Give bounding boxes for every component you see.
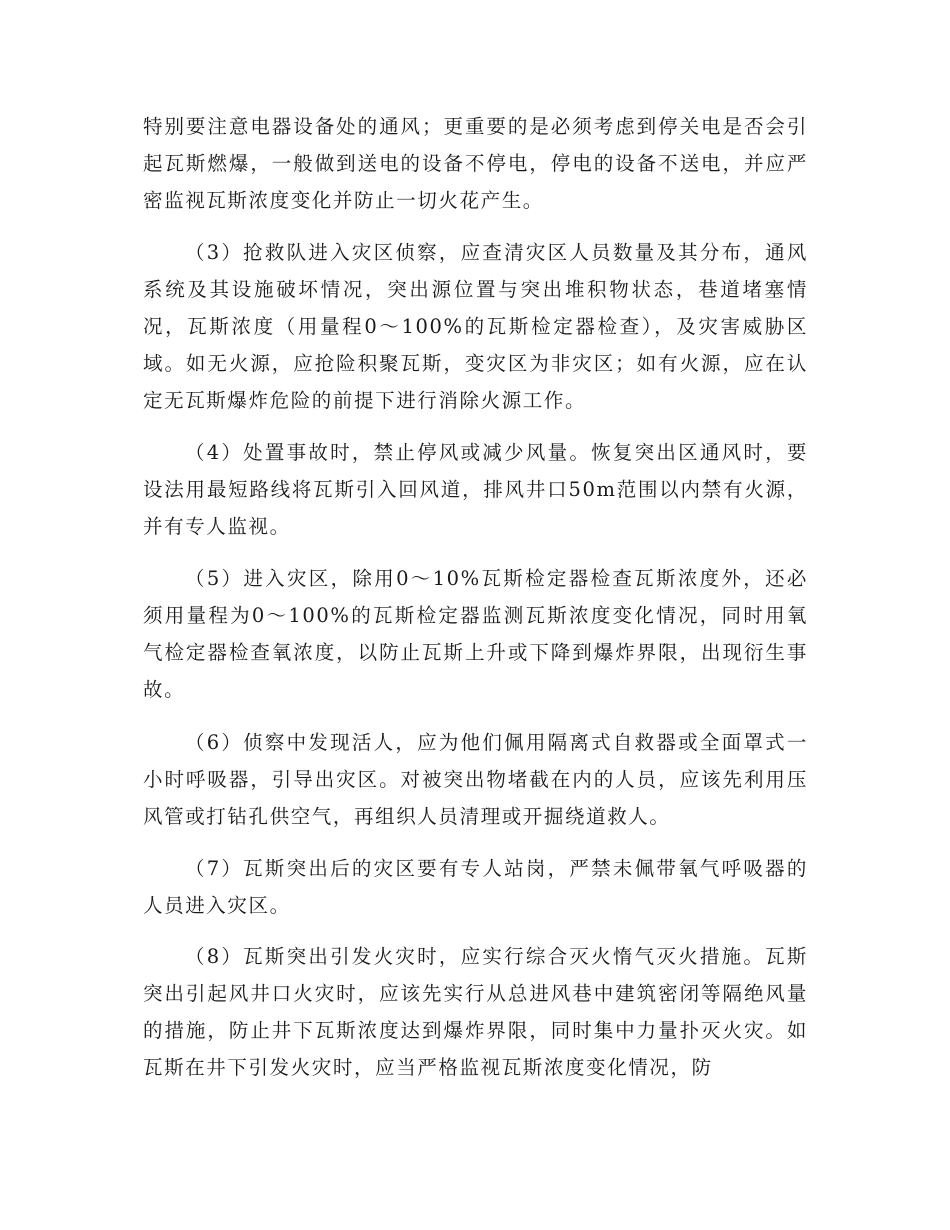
paragraph-item-3: （3）抢救队进入灾区侦察，应查清灾区人员数量及其分布，通风系统及其设施破坏情况，突出源位置与突出堆积物状态，巷道堵塞情况，瓦斯浓度（用量程0～100%的瓦斯检定器检查），及灾害威胁区域。如无火源，应抢险积聚瓦斯，变灾区为非灾区；如有火源，应在认定无瓦斯爆炸危险的前提下进行消除火源工作。: [143, 241, 808, 412]
paragraph-item-8: （8）瓦斯突出引发火灾时，应实行综合灭火惰气灭火措施。瓦斯突出引起风井口火灾时，应该先实行从总进风巷中建筑密闭等隔绝风量的措施，防止井下瓦斯浓度达到爆炸界限，同时集中力量扑灭火灾。如瓦斯在井下引发火灾时，应当严格监视瓦斯浓度变化情况，防: [143, 945, 808, 1079]
paragraph-ventilation-power: 特别要注意电器设备处的通风；更重要的是必须考虑到停关电是否会引起瓦斯燃爆，一般做到送电的设备不停电，停电的设备不送电，并应严密监视瓦斯浓度变化并防止一切火花产生。: [143, 115, 808, 212]
paragraph-item-6: （6）侦察中发现活人，应为他们佩用隔离式自救器或全面罩式一小时呼吸器，引导出灾区。对被突出物堵截在内的人员，应该先利用压风管或打钻孔供空气，再组织人员清理或开掘绕道救人。: [143, 731, 808, 828]
paragraph-item-5: （5）进入灾区，除用0～10%瓦斯检定器检查瓦斯浓度外，还必须用量程为0～100%的瓦斯检定器监测瓦斯浓度变化情况，同时用氧气检定器检查氧浓度，以防止瓦斯上升或下降到爆炸界限，出现衍生事故。: [143, 567, 808, 701]
paragraph-item-7: （7）瓦斯突出后的灾区要有专人站岗，严禁未佩带氧气呼吸器的人员进入灾区。: [143, 857, 808, 917]
paragraph-item-4: （4）处置事故时，禁止停风或减少风量。恢复突出区通风时，要设法用最短路线将瓦斯引入回风道，排风井口50m范围以内禁有火源，并有专人监视。: [143, 441, 808, 538]
